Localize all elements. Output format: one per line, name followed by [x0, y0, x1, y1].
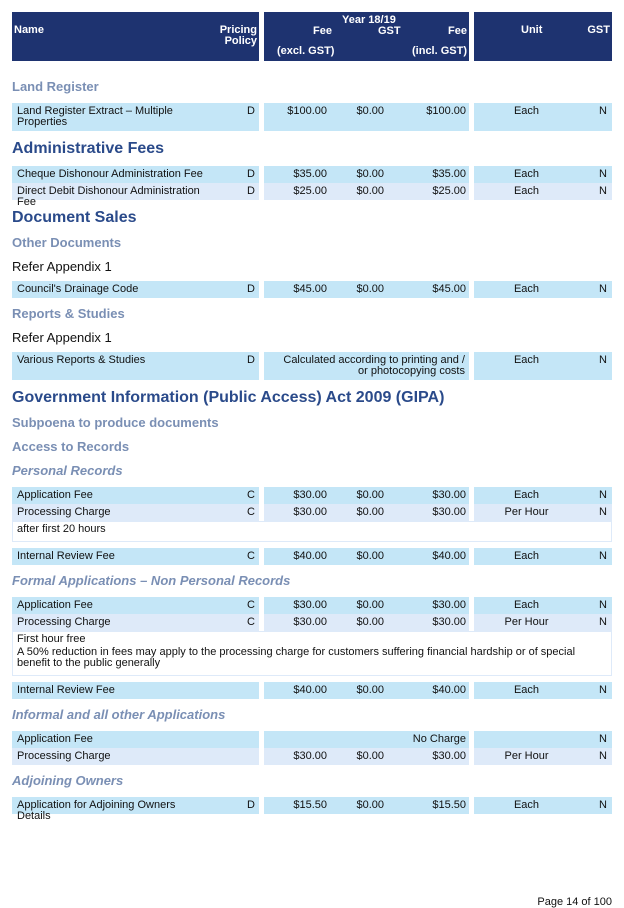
row-unit: Per Hour: [504, 506, 549, 518]
table-row: [12, 183, 612, 208]
row-fee-incl: $35.00: [432, 168, 466, 180]
row-gst: $0.00: [356, 599, 384, 611]
table-row: [12, 281, 612, 298]
row-fee-incl: $100.00: [426, 105, 466, 117]
row-gst-flag: N: [599, 750, 607, 762]
row-unit: Each: [513, 283, 540, 295]
table-row: [12, 487, 612, 504]
table-row: [12, 103, 612, 131]
row-fee-excl: $100.00: [287, 105, 327, 117]
table-row: [12, 797, 612, 822]
row-fee-incl: $30.00: [432, 616, 466, 628]
refer-appendix-1: Refer Appendix 1: [12, 259, 112, 274]
row-fee-excl: $30.00: [293, 599, 327, 611]
row-unit: Each: [513, 684, 540, 696]
row-gst-flag: N: [599, 354, 607, 366]
row-policy: C: [247, 616, 255, 628]
header-excl: (excl. GST): [277, 45, 335, 57]
row-name: Application Fee: [17, 733, 93, 745]
table-row: [12, 504, 612, 521]
row-policy: C: [247, 489, 255, 501]
row-policy: D: [247, 168, 255, 180]
row-unit: Per Hour: [504, 750, 549, 762]
row-fee-excl: $45.00: [293, 283, 327, 295]
table-row: [12, 748, 612, 765]
section-document-sales: Document Sales: [12, 209, 137, 226]
row-name: Processing Charge: [17, 616, 111, 628]
table-row: [12, 682, 612, 699]
table-row: [12, 166, 612, 183]
row-gst: $0.00: [356, 550, 384, 562]
row-gst-flag: N: [599, 599, 607, 611]
row-unit: Each: [513, 354, 540, 366]
header-unit-block: [474, 12, 612, 61]
row-fee-incl: $30.00: [432, 489, 466, 501]
row-note: [12, 521, 612, 542]
refer-appendix-2: Refer Appendix 1: [12, 330, 112, 345]
row-calc-note: Calculated according to printing and / or photocopying costs: [283, 354, 465, 377]
row-fee-excl: $25.00: [293, 185, 327, 197]
table-row: [12, 731, 612, 748]
row-gst-flag: N: [599, 733, 607, 745]
row-name: Various Reports & Studies: [17, 354, 146, 366]
row-name: Application for Adjoining Owners Details: [17, 799, 176, 822]
table-header: [12, 12, 612, 61]
header-name: Name: [14, 24, 44, 36]
row-name: Cheque Dishonour Administration Fee: [17, 168, 203, 180]
row-unit: Per Hour: [504, 616, 549, 628]
header-fee-incl: Fee: [448, 25, 467, 37]
row-policy: D: [247, 799, 255, 811]
header-incl: (incl. GST): [412, 45, 467, 57]
row-gst: $0.00: [356, 799, 384, 811]
row-unit: Each: [513, 105, 540, 117]
row-policy: C: [247, 550, 255, 562]
row-policy: D: [247, 185, 255, 197]
row-name: Application Fee: [17, 489, 93, 501]
note-text: First hour free: [17, 633, 86, 645]
header-fee: Fee: [313, 25, 332, 37]
row-name: Application Fee: [17, 599, 93, 611]
header-pricing-l2: Policy: [224, 35, 257, 47]
row-fee-excl: $35.00: [293, 168, 327, 180]
row-gst: $0.00: [356, 684, 384, 696]
row-gst: $0.00: [356, 489, 384, 501]
row-name: Processing Charge: [17, 750, 111, 762]
row-fee-excl: $30.00: [293, 506, 327, 518]
row-fee-incl: $30.00: [432, 599, 466, 611]
row-fee-incl: $40.00: [432, 684, 466, 696]
row-no-charge: No Charge: [412, 733, 466, 745]
row-gst: $0.00: [356, 105, 384, 117]
row-gst: $0.00: [356, 283, 384, 295]
header-fee-block: [264, 12, 469, 61]
section-adjoining-owners: Adjoining Owners: [12, 773, 124, 788]
row-fee-incl: $25.00: [432, 185, 466, 197]
row-name: Internal Review Fee: [17, 684, 115, 696]
row-note: [12, 631, 612, 676]
header-gst: GST: [378, 25, 401, 37]
section-other-documents: Other Documents: [12, 235, 122, 250]
row-gst-flag: N: [599, 185, 607, 197]
row-fee-incl: $30.00: [432, 506, 466, 518]
row-fee-incl: $45.00: [432, 283, 466, 295]
row-unit: Each: [513, 799, 540, 811]
row-gst-flag: N: [599, 489, 607, 501]
section-informal-applications: Informal and all other Applications: [12, 707, 226, 722]
row-fee-excl: $40.00: [293, 684, 327, 696]
row-name: Land Register Extract – Multiple Properties: [17, 105, 173, 128]
row-fee-incl: $30.00: [432, 750, 466, 762]
page-number: Page 14 of 100: [537, 896, 612, 908]
table-row: [12, 548, 612, 565]
section-personal-records: Personal Records: [12, 463, 123, 478]
row-gst-flag: N: [599, 283, 607, 295]
section-access-records: Access to Records: [12, 439, 130, 454]
row-policy: C: [247, 506, 255, 518]
row-name: Council's Drainage Code: [17, 283, 139, 295]
section-reports-studies: Reports & Studies: [12, 306, 125, 321]
table-row: [12, 614, 612, 631]
row-unit: Each: [513, 185, 540, 197]
section-admin-fees: Administrative Fees: [12, 140, 165, 157]
section-formal-applications: Formal Applications – Non Personal Records: [12, 573, 291, 588]
row-gst-flag: N: [599, 684, 607, 696]
row-gst: $0.00: [356, 168, 384, 180]
row-unit: Each: [513, 168, 540, 180]
row-gst-flag: N: [599, 105, 607, 117]
row-name: Processing Charge: [17, 506, 111, 518]
row-gst: $0.00: [356, 616, 384, 628]
row-name: Direct Debit Dishonour Administration Fee: [17, 185, 200, 208]
row-unit: Each: [513, 599, 540, 611]
row-gst: $0.00: [356, 185, 384, 197]
row-policy: D: [247, 105, 255, 117]
header-unit: Unit: [521, 24, 543, 36]
note-text: A 50% reduction in fees may apply to the processing charge for customers suffering financial hardship or of special benefit to the public generally: [17, 646, 576, 669]
row-gst-flag: N: [599, 168, 607, 180]
row-gst-flag: N: [599, 799, 607, 811]
row-policy: C: [247, 599, 255, 611]
row-fee-excl: $30.00: [293, 616, 327, 628]
section-gipa: Government Information (Public Access) Act 2009 (GIPA): [12, 389, 445, 406]
row-policy: D: [247, 283, 255, 295]
row-policy: D: [247, 354, 255, 366]
header-gst-flag: GST: [587, 24, 610, 36]
row-unit: Each: [513, 550, 540, 562]
header-pricing-l1: Pricing: [219, 24, 257, 36]
header-name-block: [12, 12, 259, 61]
row-fee-excl: $15.50: [293, 799, 327, 811]
row-name: Internal Review Fee: [17, 550, 115, 562]
section-subpoena: Subpoena to produce documents: [12, 415, 219, 430]
note-text: after first 20 hours: [17, 523, 106, 535]
row-fee-incl: $40.00: [432, 550, 466, 562]
table-row: [12, 352, 612, 380]
section-land-register: Land Register: [12, 79, 99, 94]
row-gst-flag: N: [599, 616, 607, 628]
row-unit: Each: [513, 489, 540, 501]
row-gst: $0.00: [356, 506, 384, 518]
fee-schedule-page: [12, 12, 612, 822]
table-row: [12, 597, 612, 614]
row-gst-flag: N: [599, 506, 607, 518]
header-year: Year 18/19: [342, 14, 396, 26]
row-fee-incl: $15.50: [432, 799, 466, 811]
row-fee-excl: $30.00: [293, 489, 327, 501]
row-fee-excl: $40.00: [293, 550, 327, 562]
row-fee-excl: $30.00: [293, 750, 327, 762]
row-gst-flag: N: [599, 550, 607, 562]
row-gst: $0.00: [356, 750, 384, 762]
